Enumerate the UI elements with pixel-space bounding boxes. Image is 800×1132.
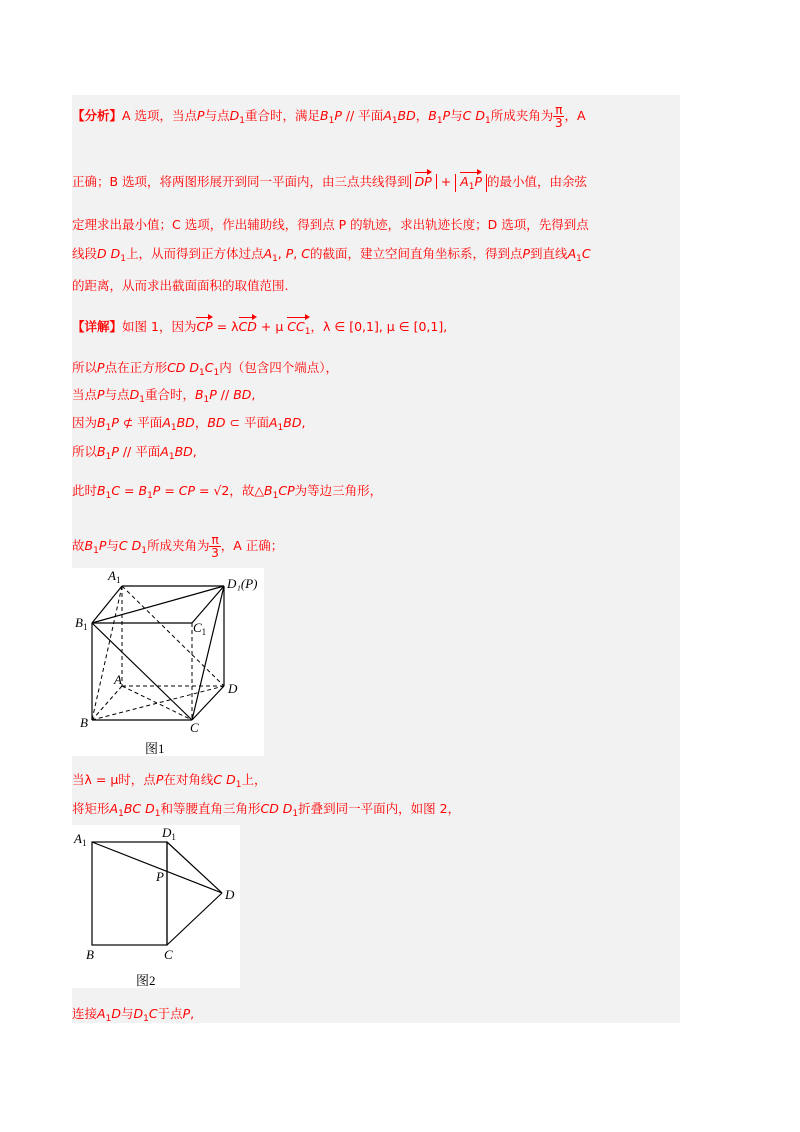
analysis-line-4: 线段D $D_1$上，从而得到正方体过点$A_1$, P, C的截面，建立空间直角坐标系，得到点P到直线$A_1C$	[72, 246, 591, 264]
detail-line-8: 当λ = μ时，点P在对角线C $D_1$上，	[72, 772, 267, 790]
figure-1: $A_1$ D₁(P) $B_1$ $C_1$ A D B C 图1	[72, 568, 264, 756]
figure-2: $A_1$ $D_1$ P D B C 图2	[72, 825, 240, 988]
analysis-line-2: 正确；B 选项，将两图形展开到同一平面内，由三点共线得到 DP + $A_1P$ 的最小值，由余弦	[72, 174, 588, 192]
detail-line-10: 连接$A_1D$与$D_1C$于点P,	[72, 1006, 195, 1024]
analysis-line-3: 定理求出最小值；C 选项，作出辅助线，得到点 P 的轨迹，求出轨迹长度；D 选项，先得到点	[72, 217, 589, 232]
detail-line-4: 因为$B_1P$ ⊄ 平面$A_1BD$，BD ⊂ 平面$A_1BD$,	[72, 415, 306, 433]
detail-line-9: 将矩形$A_1BC$ $D_1$和等腰直角三角形CD $D_1$折叠到同一平面内，如图 2，	[72, 801, 461, 819]
detail-line-5: 所以$B_1P$ // 平面$A_1BD$,	[72, 444, 197, 462]
fraction-pi-3: $\frac{\pi}{3}$	[555, 103, 563, 130]
figure-2-caption: 图2	[136, 973, 156, 988]
detail-line-3: 当点P与点$D_1$重合时，$B_1P$ // BD,	[72, 387, 256, 405]
detail-line-6: 此时$B_1C = B_1P$ = CP = √2，故$\triangle B_1CP$为等边三角形，	[72, 483, 383, 501]
cube-diagram	[72, 568, 264, 756]
detail-line-2: 所以P点在正方形CD $D_1C_1$内（包含四个端点），	[72, 360, 338, 378]
detail-line-7: 故$B_1P$与C $D_1$所成夹角为 $\frac{\pi}{3}$ ，A 正确；	[72, 533, 284, 560]
detail-line-1: 【详解】如图 1，因为CP = λCD + μ $CC_1$，λ ∈ [0,1], μ ∈ [0,1],	[72, 319, 448, 337]
unfolded-diagram	[72, 825, 240, 988]
analysis-line-1: 【分析】A 选项，当点P与点$D_1$重合时，满足$B_1P$ // 平面$A_1BD$，$B_1P$与C $D_1$所成夹角为 $\frac{\pi}{3}$ ，A	[72, 103, 586, 130]
analysis-line-5: 的距离，从而求出截面面积的取值范围.	[72, 278, 289, 293]
figure-1-caption: 图1	[145, 741, 165, 756]
